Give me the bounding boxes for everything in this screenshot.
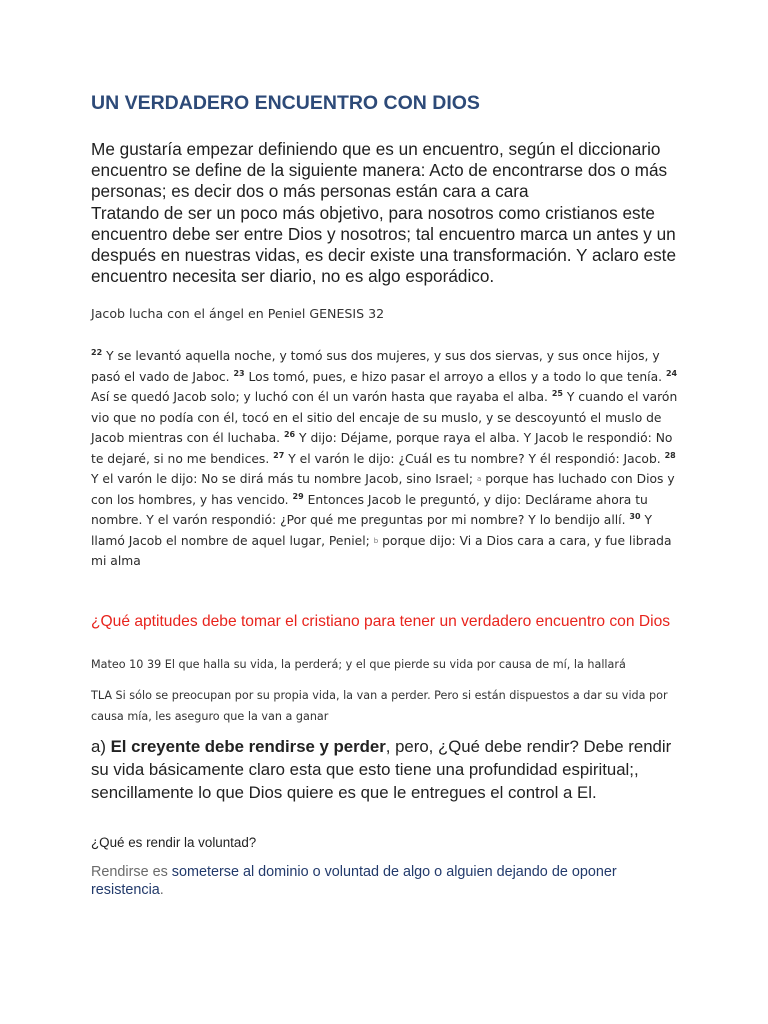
- definition-end: .: [159, 882, 164, 898]
- verse-text: Entonces Jacob le preguntó, y dijo: Declárame ahora tu nombre. Y el varón respondió: ¿Por qué me preguntas por mi nombre? Y lo bendijo allí.: [91, 492, 648, 527]
- verse-text: porque dijo: Vi a Dios cara a cara, y fue librada mi alma: [91, 533, 672, 568]
- point-a-text: , pero, ¿Qué debe rendir? Debe rendir su vida básicamente claro esta que esto tiene una profundidad espiritual;, sencillamente lo que Dios quiere es que le entregues el control a El.: [91, 737, 672, 802]
- definition-lead: Rendirse es: [91, 864, 172, 880]
- verse-number: 25: [551, 389, 563, 398]
- definition-body: someterse al dominio o voluntad de algo o alguien dejando de oponer resistencia: [91, 864, 617, 898]
- scripture-heading: Jacob lucha con el ángel en Peniel GENESIS 32: [91, 306, 385, 321]
- verse-text: Y llamó Jacob el nombre de aquel lugar, Peniel;: [91, 513, 652, 548]
- intro-text: [91, 139, 683, 287]
- verse-text: porque has luchado con Dios y con los hombres, y has vencido.: [91, 472, 675, 507]
- verse-text: Así se quedó Jacob solo; y luchó con él un varón hasta que rayaba el alba.: [91, 390, 552, 404]
- bible-reference-tla: TLA Si sólo se preocupan por su propia vida, la van a perder. Pero si están dispuestos a dar su vida por causa mía, les aseguro que la van a ganar: [91, 689, 668, 723]
- verse-text: Y el varón le dijo: ¿Cuál es tu nombre? Y él respondió: Jacob.: [288, 451, 665, 466]
- verse-number: 24: [665, 368, 678, 378]
- cross-reference-mark[interactable]: a: [476, 475, 482, 483]
- bible-reference-mateo: Mateo 10 39 El que halla su vida, la perderá; y el que pierde su vida por causa de mí, la hallará: [91, 658, 626, 671]
- verse-number: 30: [629, 512, 641, 521]
- verse-number: 23: [233, 368, 245, 378]
- verse-number: 26: [283, 430, 296, 439]
- section-question: ¿Qué aptitudes debe tomar el cristiano para tener un verdadero encuentro con Dios: [91, 613, 671, 630]
- rendir-question: ¿Qué es rendir la voluntad?: [91, 835, 257, 850]
- page-title: UN VERDADERO ENCUENTRO CON DIOS: [91, 92, 480, 114]
- verse-text: Y dijo: Déjame, porque raya el alba. Y Jacob le respondió: No te dejaré, si no me bendices.: [91, 431, 673, 466]
- verse-text: Y el varón le dijo: No se dirá más tu nombre Jacob, sino Israel;: [91, 472, 474, 486]
- cross-reference-mark[interactable]: b: [373, 536, 379, 545]
- point-a-prefix: a): [91, 737, 111, 756]
- verse-text: Y se levantó aquella noche, y tomó sus dos mujeres, y sus dos siervas, y sus once hijos, y pasó el vado de Jaboc.: [91, 349, 660, 384]
- point-a-paragraph: [91, 736, 681, 804]
- intro-paragraph-2: Tratando de ser un poco más objetivo, para nosotros como cristianos este encuentro debe ser entre Dios y nosotros; tal encuentro marca un antes y un después en nuestras vidas, es decir existe una transformación. Y aclaro este encuentro necesita ser diario, no es algo esporádico.: [91, 202, 677, 287]
- verse-number: 28: [664, 450, 676, 460]
- scripture-passage: [91, 346, 681, 572]
- verse-text: Y cuando el varón vio que no podía con él, tocó en el sitio del encaje de su muslo, y se descoyuntó el muslo de Jacob mientras con él luchaba.: [91, 390, 678, 445]
- verse-number: 29: [292, 491, 304, 501]
- verse-number: 27: [273, 450, 285, 460]
- verse-number: 22: [91, 348, 103, 357]
- point-a-bold: El creyente debe rendirse y perder: [110, 737, 386, 756]
- definition-paragraph: [91, 863, 681, 899]
- verse-text: Los tomó, pues, e hizo pasar el arroyo a ellos y a todo lo que tenía.: [248, 369, 666, 384]
- intro-paragraph-1: Me gustaría empezar definiendo que es un encuentro, según el diccionario encuentro se define de la siguiente manera: Acto de encontrarse dos o más personas; es decir dos o más personas están cara a cara: [91, 139, 668, 202]
